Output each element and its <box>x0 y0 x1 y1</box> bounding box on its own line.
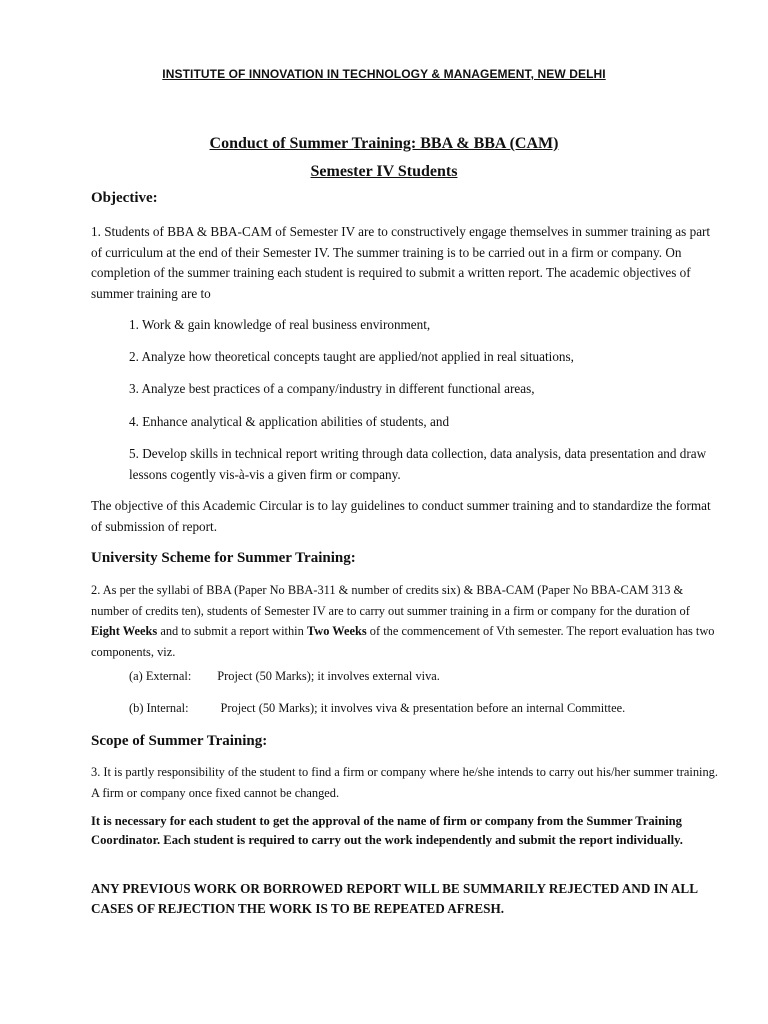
scheme-heading: University Scheme for Summer Training: <box>91 550 356 566</box>
scheme-text-3: of the commencement of Vth semester. The report evaluation has two components, viz. <box>91 624 715 659</box>
objective-item-2: 2. Analyze how theoretical concepts taught are applied/not applied in real situations, <box>129 349 574 364</box>
approval-notice: It is necessary for each student to get the approval of the name of firm or company from the Summer Training Coordinator. Each student is required to carry out the work independently and submit the report individually. <box>91 814 683 847</box>
institute-header: INSTITUTE OF INNOVATION IN TECHNOLOGY & MANAGEMENT, NEW DELHI <box>162 67 606 81</box>
component-internal <box>129 701 625 716</box>
objective-item-5: 5. Develop skills in technical report writing through data collection, data analysis, data presentation and draw lessons cogently vis-à-vis a given firm or company. <box>129 446 707 482</box>
scope-paragraph: 3. It is partly responsibility of the student to find a firm or company where he/she intends to carry out his/her summer training. A firm or company once fixed cannot be changed. <box>91 765 718 800</box>
objective-paragraph: 1. Students of BBA & BBA-CAM of Semester IV are to constructively engage themselves in summer training as part of curriculum at the end of their Semester IV. The summer training is to be carried out in a firm or company. On completion of the summer training each student is required to submit a written report. The academic objectives of summer training are to <box>91 224 711 301</box>
component-external-label: (a) External: <box>129 669 192 683</box>
objective-item-1: 1. Work & gain knowledge of real business environment, <box>129 317 431 332</box>
scheme-text-2: and to submit a report within <box>157 624 307 638</box>
scheme-deadline: Two Weeks <box>306 624 367 638</box>
scope-heading: Scope of Summer Training: <box>91 733 268 749</box>
document-title: Conduct of Summer Training: BBA & BBA (CAM) <box>209 135 559 152</box>
rejection-warning: ANY PREVIOUS WORK OR BORROWED REPORT WILL BE SUMMARILY REJECTED AND IN ALL CASES OF REJECTION THE WORK IS TO BE REPEATED AFRESH. <box>91 881 698 916</box>
component-internal-label: (b) Internal: <box>129 701 189 715</box>
component-external-text: Project (50 Marks); it involves external viva. <box>217 669 440 683</box>
objective-item-4: 4. Enhance analytical & application abilities of students, and <box>129 414 450 429</box>
document-subtitle: Semester IV Students <box>310 163 458 180</box>
circular-objective-paragraph: The objective of this Academic Circular is to lay guidelines to conduct summer training and to standardize the format of submission of report. <box>91 498 711 534</box>
scheme-paragraph <box>91 580 721 662</box>
component-external <box>129 669 440 684</box>
objective-item-3: 3. Analyze best practices of a company/industry in different functional areas, <box>129 381 535 396</box>
scheme-duration: Eight Weeks <box>91 624 158 638</box>
component-internal-text: Project (50 Marks); it involves viva & presentation before an internal Committee. <box>220 701 626 715</box>
objective-heading: Objective: <box>91 190 158 206</box>
scheme-text-1: 2. As per the syllabi of BBA (Paper No BBA-311 & number of credits six) & BBA-CAM (Paper No BBA-CAM 313 & number of credits ten), students of Semester IV are to carry out summer training in a firm or company for the duration of <box>91 583 690 618</box>
